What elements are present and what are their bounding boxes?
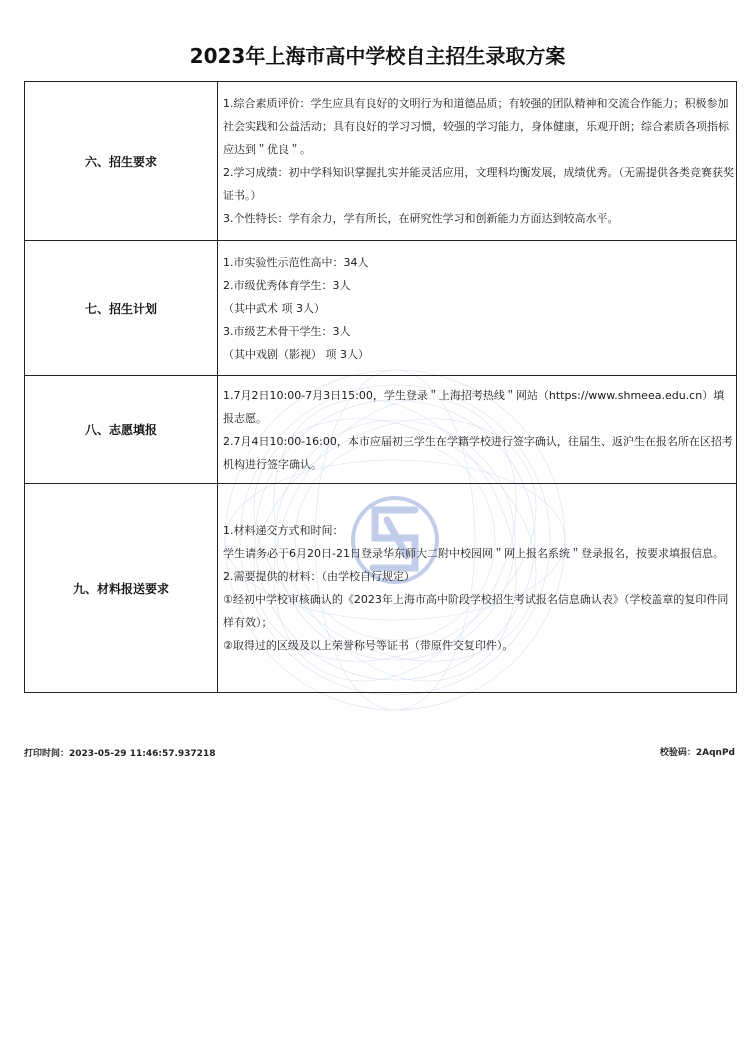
section-content <box>218 241 737 376</box>
section-content <box>218 484 737 693</box>
section-heading: 七、招生计划 <box>25 241 218 376</box>
section-line: ②取得过的区级及以上荣誉称号等证书（带原件交复印件）。 <box>223 639 514 652</box>
check-code: 校验码：2AqnPd <box>659 748 735 758</box>
section-line: 1.材料递交方式和时间： <box>223 524 344 537</box>
section-line: 2.7月4日10:00-16:00，本市应届初三学生在学籍学校进行签字确认，往届生、返沪生在报名所在区招考机构进行签字确认。 <box>223 434 733 471</box>
table-row <box>25 241 737 376</box>
section-line: 1.7月2日10:00-7月3日15:00，学生登录＂上海招考热线＂网站（https://www.shmeea.edu.cn）填报志愿。 <box>223 388 725 425</box>
section-content <box>218 82 737 241</box>
section-content <box>218 376 737 484</box>
section-line: ①经初中学校审核确认的《2023年上海市高中阶段学校招生考试报名信息确认表》（学校盖章的复印件同样有效）； <box>223 593 729 629</box>
section-line: 2.学习成绩：初中学科知识掌握扎实并能灵活应用，文理科均衡发展，成绩优秀。（无需提供各类竞赛获奖证书。） <box>223 166 734 202</box>
print-time: 打印时间：2023-05-29 11:46:57.937218 <box>24 749 216 759</box>
section-line: 学生请务必于6月20日-21日登录华东师大二附中校园网＂网上报名系统＂登录报名，按要求填报信息。 <box>223 547 724 560</box>
section-line: 2.市级优秀体育学生：3人 <box>223 278 351 292</box>
section-line: 1.综合素质评价：学生应具有良好的文明行为和道德品质；有较强的团队精神和交流合作能力；积极参加社会实践和公益活动；具有良好的学习习惯，较强的学习能力，身体健康，乐观开朗；综合素质各项指标应达到＂优良＂。 <box>223 97 729 156</box>
section-line: （其中武术 项 3人） <box>223 301 325 315</box>
table-row <box>25 82 737 241</box>
page-title: 2023年上海市高中学校自主招生录取方案 <box>189 44 566 68</box>
table-row <box>25 376 737 484</box>
section-line: 2.需要提供的材料：（由学校自行规定） <box>223 570 415 583</box>
section-line: （其中戏剧（影视） 项 3人） <box>223 347 369 361</box>
section-line: 1.市实验性示范性高中：34人 <box>223 255 369 269</box>
section-heading: 八、志愿填报 <box>25 376 218 484</box>
table-row <box>25 484 737 693</box>
section-line: 3.市级艺术骨干学生：3人 <box>223 324 351 338</box>
section-heading: 九、材料报送要求 <box>25 484 218 693</box>
admission-plan-table <box>24 81 737 693</box>
section-line: 3.个性特长：学有余力，学有所长，在研究性学习和创新能力方面达到较高水平。 <box>223 212 619 225</box>
section-heading: 六、招生要求 <box>25 82 218 241</box>
